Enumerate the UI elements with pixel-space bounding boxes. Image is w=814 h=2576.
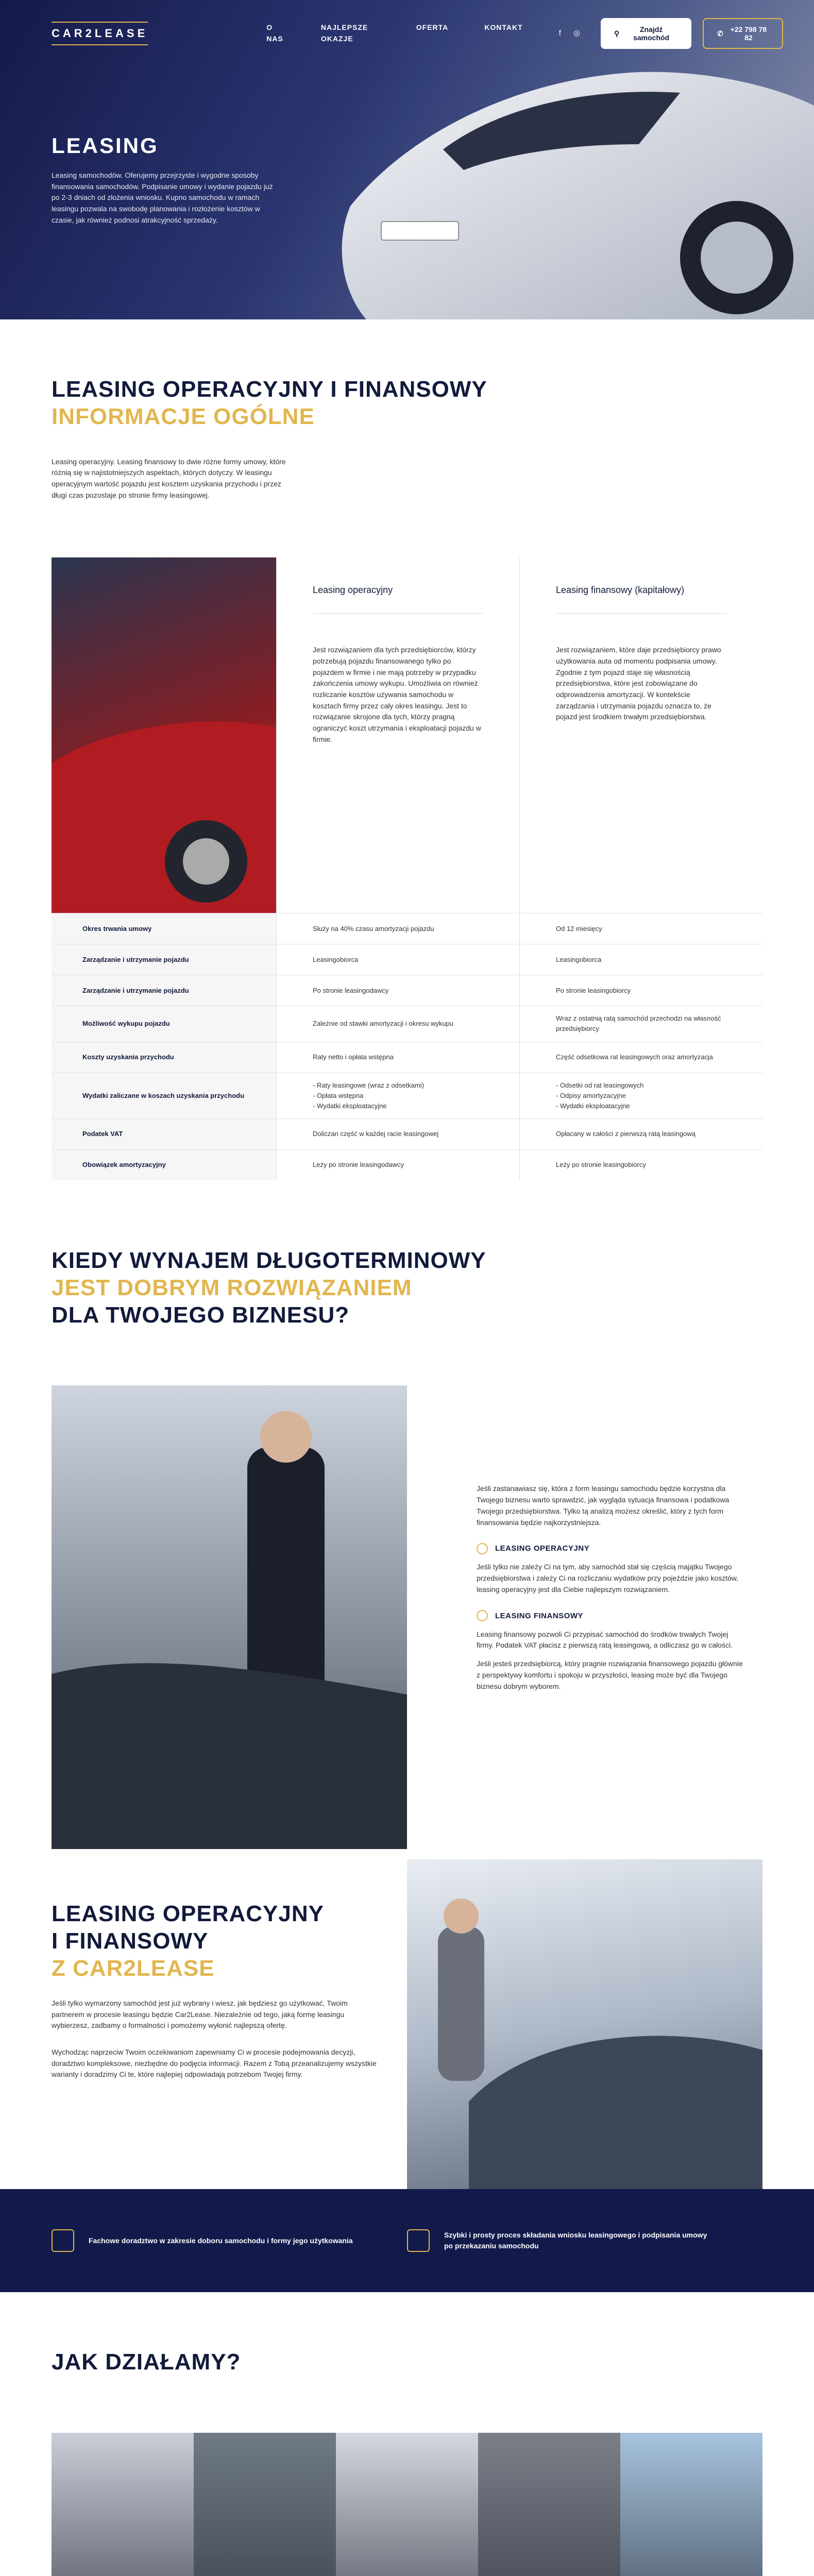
red-car-image — [52, 557, 276, 913]
row-label: Okres trwania umowy — [82, 924, 152, 933]
comparison-row — [52, 944, 762, 975]
intro-text: Leasing operacyjny. Leasing finansowy to dwie różne formy umowy, które różnią się w najistotniejszych aspektach, których dotyczy. W leasingu operacyjnym wartość pojazdu jest kosztem uzyskania przychodu i przez długi czas pozostaje po stronie firmy leasingowej. — [52, 457, 286, 499]
title-line-accent: JEST DOBRYM ROZWIĄZANIEM — [52, 1275, 412, 1300]
row-label: Zarządzanie i utrzymanie pojazdu — [82, 986, 189, 994]
row-label: Koszty uzyskania przychodu — [82, 1053, 174, 1061]
row-label: Zarządzanie i utrzymanie pojazdu — [82, 955, 189, 963]
column-text: Jest rozwiązaniem dla tych przedsiębiorców, którzy potrzebują pojazdu finansowanego tylko po pojazdem w firmie i nie mają potrzeby w przypadku zakończenia umowy wykupu. Umożliwia on również rozliczanie kosztów używania samochodu w kosztach firmy przez cały okres leasingu. Jest to rozwiązanie skrojone dla tych, którzy pragną ograniczyć koszt utrzymania i eksploatacji pojazdu w firmie. — [313, 646, 481, 743]
subheading-text: LEASING OPERACYJNY — [495, 1544, 590, 1553]
menu-item-o-nas[interactable]: O NAS — [266, 23, 283, 43]
row-value: Leży po stronie leasingodawcy — [276, 1150, 519, 1180]
benefit-text: Fachowe doradztwo w zakresie doboru samochodu i formy jego użytkowania — [89, 2236, 353, 2245]
step-item — [52, 2433, 194, 2576]
comparison-row — [52, 1149, 762, 1180]
comparison-row — [52, 1118, 762, 1149]
hero-lead: Leasing samochodów. Oferujemy przejrzyste i wygodne sposoby finansowania samochodów. Podpisanie umowy i wydanie pojazdu już po 2-3 dniach od złożenia wniosku. Kupno samochodu w ramach leasingu pozwala na swobodę planowania i rozłożenie kosztów w czasie, jak również podnosi atrakcyjność sprzedaży. — [52, 171, 273, 224]
document-icon — [407, 2229, 430, 2252]
facebook-icon[interactable]: f — [558, 29, 561, 38]
column-header: Leasing finansowy (kapitałowy) — [556, 583, 726, 614]
row-value: Wraz z ostatnią ratą samochód przechodzi na własność przedsiębiorcy — [519, 1006, 762, 1041]
row-label: Obowiązek amortyzacyjny — [82, 1161, 166, 1169]
benefit-text: Szybki i prosty proces składania wniosku leasingowego i podpisania umowy po przekazaniu samochodu — [444, 2230, 707, 2250]
step-item — [620, 2433, 762, 2576]
businessman-car-image — [52, 1385, 407, 1849]
search-icon: ⚲ — [614, 29, 620, 38]
subheading-finansowy — [477, 1610, 744, 1622]
how-we-work-section — [0, 2292, 814, 2576]
leasing-info-section — [0, 319, 814, 1216]
section-title: JAK DZIAŁAMY? — [52, 2349, 241, 2375]
hero-section — [0, 0, 814, 319]
benefit-item — [355, 2229, 711, 2252]
top-navigation — [52, 0, 783, 67]
logo[interactable]: CAR2LEASE — [52, 22, 148, 45]
benefit-item — [0, 2229, 355, 2252]
column-text: Jest rozwiązaniem, które daje przedsiębiorcy prawo użytkowania auta od momentu podpisania umowy. Zgodnie z tym pojazd staje się własnością przedsiębiorstwa, które jest zobowiązane do odprowadzenia amortyzacji. W kontekście zarządzania i utrzymania pojazdu oznacza to, że pojazd jest środkiem trwałym przedsiębiorstwa. — [556, 646, 721, 721]
check-icon — [477, 1543, 488, 1554]
section-title — [52, 1247, 762, 1329]
step-item — [194, 2433, 336, 2576]
advice-icon — [52, 2229, 74, 2252]
row-value: Część odsetkowa rat leasingowych oraz amortyzacja — [519, 1042, 762, 1073]
comparison-row — [52, 1006, 762, 1041]
step-image — [620, 2433, 762, 2576]
step-image — [478, 2433, 620, 2576]
row-value: Służy na 40% czasu amortyzacji pojazdu — [276, 913, 519, 944]
comparison-row — [52, 975, 762, 1006]
main-menu — [266, 22, 522, 44]
comparison-table — [52, 557, 762, 1180]
benefits-banner — [0, 2189, 814, 2292]
rental-text — [477, 1483, 744, 1699]
paragraph: Jeśli zastanawiasz się, która z form leasingu samochodu będzie korzystna dla Twojego biznesu warto sprawdzić, jak wygląda sytuacja finansowa i podatkowa Twojego przedsiębiorstwa. Tylko tą analizą możesz określić, który z tych form finansowania będzie najkorzystniejsza. — [477, 1484, 730, 1527]
comparison-rows — [52, 913, 762, 1180]
step-item — [336, 2433, 478, 2576]
find-car-label: Znajdź samochód — [633, 25, 670, 42]
paragraph: Jeśli tylko wymarzony samochód jest już wybrany i wiesz, jak będziesz go użytkować, Twoim partnerem w procesie leasingu będzie Car2Lease. Niezależnie od tego, jaką formę leasingu wybierzesz, zadbamy o formalności i pomożemy wyłonić najlepszą ofertę. — [52, 1998, 348, 2030]
subheading-text: LEASING FINANSOWY — [495, 1611, 584, 1620]
row-value: Raty netto i opłata wstępna — [276, 1042, 519, 1073]
comparison-row — [52, 1073, 762, 1118]
row-value: Od 12 miesięcy — [519, 913, 762, 944]
block-title — [52, 1901, 381, 1982]
menu-item-kontakt[interactable]: KONTAKT — [484, 23, 523, 32]
row-value: Leży po stronie leasingobiorcy — [519, 1150, 762, 1180]
car2lease-leasing-block — [52, 1901, 381, 2080]
hero-car-image — [309, 36, 814, 319]
menu-item-oferta[interactable]: OFERTA — [416, 23, 449, 32]
title-line: LEASING OPERACYJNY — [52, 1901, 324, 1927]
title-line-accent: Z CAR2LEASE — [52, 1956, 215, 1981]
row-value: Leasingobiorca — [276, 944, 519, 975]
title-line: DLA TWOJEGO BIZNESU? — [52, 1302, 350, 1328]
row-value: Po stronie leasingodawcy — [276, 975, 519, 1006]
comparison-row — [52, 913, 762, 944]
step-item — [478, 2433, 620, 2576]
row-value: Po stronie leasingobiorcy — [519, 975, 762, 1006]
instagram-icon[interactable]: ◎ — [573, 29, 580, 38]
phone-icon: ✆ — [717, 29, 723, 38]
menu-item-najlepsze-okazje[interactable]: NAJLEPSZE OKAZJE — [320, 23, 368, 43]
social-links — [559, 27, 580, 39]
title-line-accent: INFORMACJE OGÓLNE — [52, 403, 315, 429]
subheading-operacyjny — [477, 1543, 744, 1554]
column-operacyjny — [276, 557, 519, 913]
row-value: - Raty leasingowe (wraz z odsetkami) - Opłata wstępna - Wydatki eksploatacyjne — [276, 1073, 519, 1118]
column-finansowy — [519, 557, 762, 913]
step-image — [52, 2433, 194, 2576]
phone-button[interactable] — [703, 18, 783, 49]
check-icon — [477, 1610, 488, 1621]
title-line: LEASING OPERACYJNY I FINANSOWY — [52, 377, 487, 402]
section-title — [52, 376, 762, 431]
row-label: Wydatki zaliczane w koszach uzyskania przychodu — [82, 1091, 245, 1099]
find-car-button[interactable] — [601, 18, 691, 49]
showroom-image — [407, 1859, 762, 2189]
paragraph: Wychodząc naprzeciw Twoim oczekiwaniom zapewniamy Ci w procesie podejmowania decyzji, doradztwo kompleksowe, niezbędne do podjęcia informacji. Razem z Tobą przeanalizujemy wszystkie warianty i doradzimy Ci te, które najlepiej odpowiadają potrzebom Twojej firmy. — [52, 2047, 377, 2079]
paragraph: Leasing finansowy pozwoli Ci przypisać samochód do środków trwałych Twojej firmy. Podatek VAT płacisz z pierwszą ratą leasingową, a odliczasz go w całości. — [477, 1630, 733, 1650]
row-value: Zależnie od stawki amortyzacji i okresu wykupu — [276, 1006, 519, 1041]
row-value: Doliczan część w każdej racie leasingowej — [276, 1119, 519, 1149]
title-line: I FINANSOWY — [52, 1928, 209, 1954]
row-label: Możliwość wykupu pojazdu — [82, 1020, 170, 1028]
comparison-row — [52, 1042, 762, 1073]
step-image — [336, 2433, 478, 2576]
paragraph: Jeśli tylko nie zależy Ci na tym, aby samochód stał się częścią majątku Twojego przedsiębiorstwa i zależy Ci na rozliczaniu wydatków przy pojeździe jako kosztów, leasing operacyjny jest dla Ciebie najlepszym rozwiązaniem. — [477, 1563, 739, 1594]
row-label: Podatek VAT — [82, 1130, 123, 1138]
row-value: Opłacany w całości z pierwszą ratą leasingową — [519, 1119, 762, 1149]
long-term-rental-section — [0, 1216, 814, 2292]
title-line: KIEDY WYNAJEM DŁUGOTERMINOWY — [52, 1248, 486, 1274]
paragraph: Jeśli jesteś przedsiębiorcą, który pragnie rozwiązania finansowego pojazdu głównie z perspektywy komfortu i spokoju w przyszłości, leasing może być dla Twojego biznesu dobrym wyborem. — [477, 1659, 743, 1690]
phone-label: +22 798 78 82 — [730, 25, 767, 42]
column-header: Leasing operacyjny — [313, 583, 483, 614]
row-value: - Odsetki od rat leasingowych - Odpisy amortyzacyjne - Wydatki eksploatacyjne — [519, 1073, 762, 1118]
hero-title: LEASING — [52, 133, 159, 158]
steps-list — [52, 2433, 762, 2576]
step-image — [194, 2433, 336, 2576]
row-value: Leasingobiorca — [519, 944, 762, 975]
